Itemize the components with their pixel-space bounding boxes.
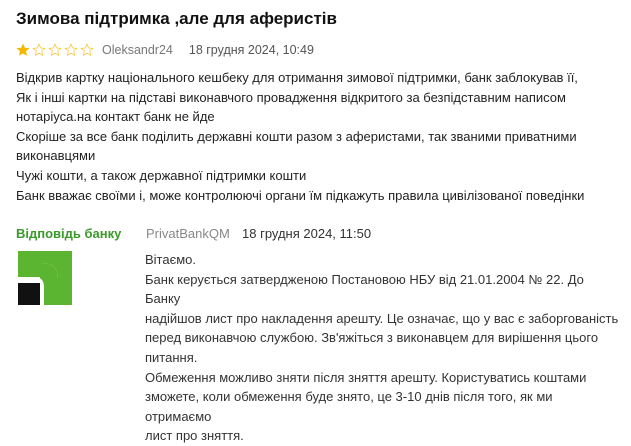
bank-reply-author: PrivatBankQM (146, 226, 230, 241)
review-author[interactable]: Oleksandr24 (102, 43, 173, 57)
review-line: Скоріше за все банк поділить державні кошти разом з аферистами, так званими приватними (16, 128, 577, 144)
reply-line: перед виконавчою службою. Зв'яжіться з виконавцем для вирішення цього (145, 330, 599, 346)
reply-line: Банк керується затвердженою Постановою НБУ від 21.01.2004 № 22. До Банку (145, 271, 584, 307)
review-line: нотаріуса.на контакт банк не йде (16, 109, 215, 125)
reply-line: питання. (145, 349, 198, 365)
review-line: виконавцями (16, 148, 96, 164)
review-body (16, 68, 616, 205)
star-empty-icon (32, 43, 46, 57)
star-empty-icon (80, 43, 94, 57)
review-line: Як і інші картки на підставі виконавчого провадження відкритого за безпідставним написом (16, 89, 566, 105)
reply-line: зможете, коли обмеження буде знято, це 3-10 днів після того, як ми отримаємо (145, 389, 553, 424)
review-line: Банк вважає своїми і, може контролюючі органи їм підкажуть правила цивілізованої поведінки (16, 187, 585, 203)
bank-reply-date: 18 грудня 2024, 11:50 (242, 226, 372, 241)
reply-line: лист про зняття. (145, 428, 244, 444)
rating-stars (16, 43, 94, 57)
bank-reply-body (145, 250, 620, 446)
reply-line: Обмеження можливо зняти після зняття арешту. Користуватись коштами (145, 369, 587, 385)
review-meta (16, 43, 314, 57)
review-line: Чужі кошти, а також державної підтримки кошти (16, 167, 307, 183)
reply-line: Вітаємо. (145, 252, 197, 267)
review-title: Зимова підтримка ,але для аферистів (16, 9, 337, 28)
review-date: 18 грудня 2024, 10:49 (188, 43, 314, 57)
review-line: Відкрив картку національного кешбеку для отримання зимової підтримки, банк заблокував її, (16, 70, 578, 85)
star-empty-icon (48, 43, 62, 57)
star-filled-icon (16, 43, 30, 57)
star-empty-icon (64, 43, 78, 57)
privatbank-logo-icon (18, 251, 72, 305)
reply-line: надійшов лист про накладення арешту. Це означає, що у вас є заборгованість (145, 310, 619, 326)
bank-reply-label: Відповідь банку (16, 226, 122, 241)
